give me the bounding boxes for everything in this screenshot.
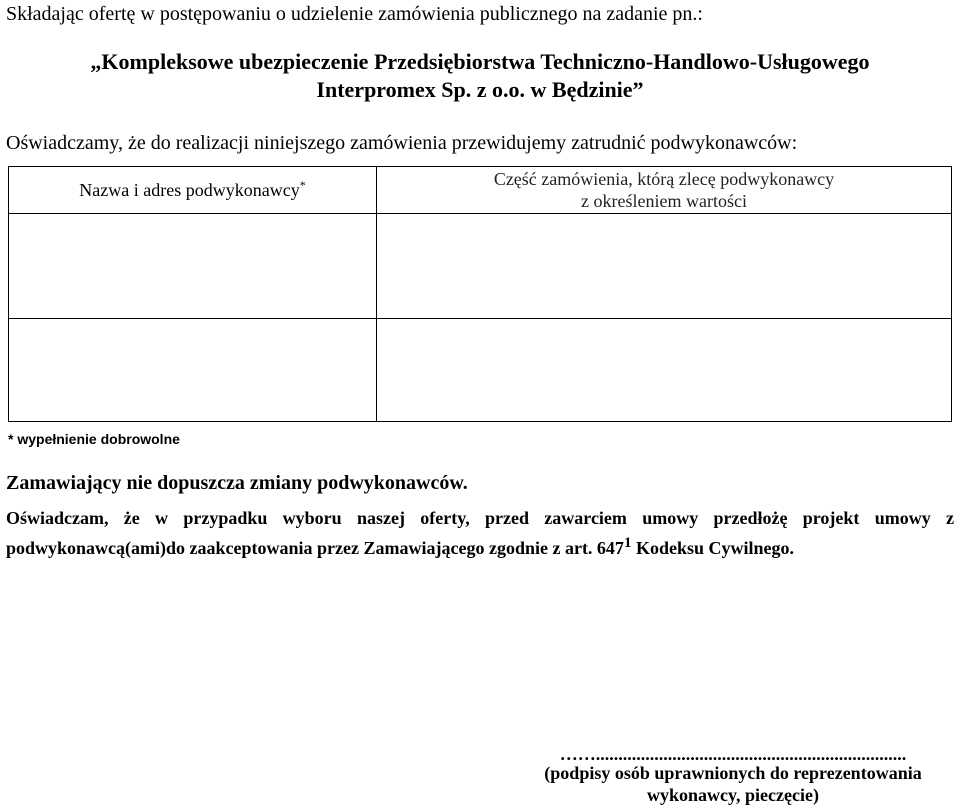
optional-footnote: * wypełnienie dobrowolne	[8, 431, 180, 447]
table-row	[9, 319, 952, 422]
header-order-part-line2: z określeniem wartości	[581, 191, 747, 211]
subcontractor-table	[8, 166, 952, 422]
header-subcontractor-name-text: Nazwa i adres podwykonawcy	[79, 180, 300, 200]
no-change-notice: Zamawiający nie dopuszcza zmiany podwykonawców.	[6, 472, 468, 494]
table-header-row	[9, 167, 952, 214]
subcontract-declaration	[6, 506, 954, 561]
table-row	[9, 214, 952, 319]
intro-text: Składając ofertę w postępowaniu o udzielenie zamówienia publicznego na zadanie pn.:	[6, 3, 703, 25]
order-part-cell[interactable]	[377, 214, 952, 319]
article-superscript: 1	[623, 535, 632, 551]
signature-line: …….....................................................................	[559, 744, 907, 764]
declaration-text: Oświadczam, że w przypadku wyboru naszej oferty, przed zawarciem umowy przedłożę projekt umowy z podwykonawcą(ami)do zaakceptowania przez Zamawiającego zgodnie z art. 647	[6, 508, 954, 558]
order-part-cell[interactable]	[377, 319, 952, 422]
header-subcontractor-name	[9, 167, 377, 214]
declaration-text-end: Kodeksu Cywilnego.	[631, 538, 794, 558]
tender-title-line1: „Kompleksowe ubezpieczenie Przedsiębiorstwa Techniczno-Handlowo-Usługowego	[90, 49, 870, 74]
subcontractor-name-cell[interactable]	[9, 319, 377, 422]
signature-caption	[510, 762, 956, 806]
signature-caption-line2: wykonawcy, pieczęcie)	[647, 785, 819, 805]
header-order-part-line1: Część zamówienia, którą zlecę podwykonawcy	[493, 169, 835, 189]
subcontractor-statement: Oświadczamy, że do realizacji niniejszego zamówienia przewidujemy zatrudnić podwykonawców:	[6, 132, 798, 154]
subcontractor-name-cell[interactable]	[9, 214, 377, 319]
header-order-part	[377, 167, 952, 214]
tender-title-line2: Interpromex Sp. z o.o. w Będzinie”	[316, 77, 644, 102]
optional-marker: *	[299, 178, 306, 192]
signature-caption-line1: (podpisy osób uprawnionych do reprezentowania	[544, 763, 922, 783]
